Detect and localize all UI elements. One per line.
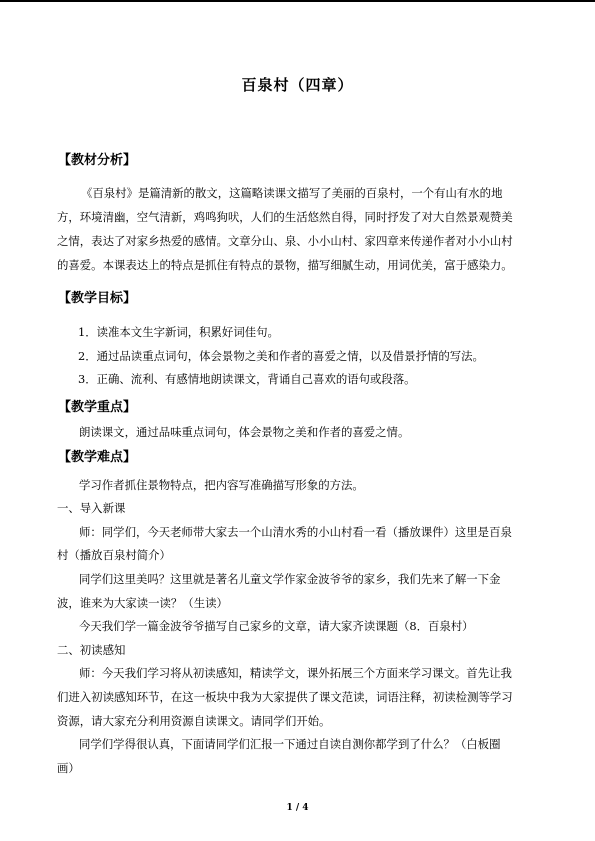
- top-rule: [0, 0, 595, 2]
- part-heading-first-reading: 二、初读感知: [57, 643, 126, 657]
- section-heading-difficulties: 【教学难点】: [58, 450, 137, 465]
- difficulties-text: 学习作者抓住景物特点，把内容写准确描写形象的方法。: [79, 478, 364, 492]
- section-heading-key-points: 【教学重点】: [58, 400, 137, 415]
- paragraph-line: 之情，表达了对家乡热爱的感情。文章分山、泉、小小山村、家四章来传递作者对小小山村: [57, 234, 513, 248]
- key-points-text: 朗读课文，通过品味重点词句，体会景物之美和作者的喜爱之情。: [79, 425, 410, 439]
- section-heading-goals: 【教学目标】: [58, 291, 137, 306]
- part-heading-intro: 一、导入新课: [57, 501, 126, 515]
- paragraph-line: 师：今天我们学习将从初读感知，精读学文，课外拓展三个方面来学习课文。首先让我: [79, 666, 512, 680]
- paragraph-line: 同学们学得很认真，下面请同学们汇报一下通过自读自测你都学到了什么？（白板圈: [79, 737, 501, 751]
- page-number: 1 / 4: [286, 803, 309, 813]
- goal-item: 2．通过品读重点词句，体会景物之美和作者的喜爱之情，以及借景抒情的写法。: [78, 349, 484, 363]
- paragraph-line: 同学们这里美吗？这里就是著名儿童文学作家金波爷爷的家乡，我们先来了解一下金: [79, 572, 501, 586]
- paragraph-line: 们进入初读感知环节，在这一板块中我为大家提供了课文范读，词语注释，初读检测等学习: [57, 690, 513, 704]
- paragraph-line: 方，环境清幽，空气清新，鸡鸣狗吠，人们的生活悠然自得，同时抒发了对大自然景观赞美: [57, 210, 513, 224]
- section-heading-analysis: 【教材分析】: [58, 153, 137, 168]
- page-title: 百泉村（四章）: [241, 76, 354, 94]
- goal-item: 1．读准本文生字新词，积累好词佳句。: [78, 325, 279, 339]
- paragraph-line: 资源，请大家充分利用资源自读课文。请同学们开始。: [57, 714, 331, 728]
- paragraph-line: 画）: [57, 761, 80, 775]
- paragraph-line: 的喜爱。本课表达上的特点是抓住有特点的景物，描写细腻生动，用词优美，富于感染力。: [57, 258, 513, 272]
- paragraph-line: 师：同学们，今天老师带大家去一个山清水秀的小山村看一看（播放课件）这里是百泉: [79, 525, 512, 539]
- goal-item: 3．正确、流利、有感情地朗读课文，背诵自己喜欢的语句或段落。: [78, 372, 416, 386]
- paragraph-line: 今天我们学一篇金波爷爷描写自己家乡的文章，请大家齐读课题（8．百泉村）: [79, 619, 474, 633]
- paragraph-line: 《百泉村》是篇清新的散文，这篇略读课文描写了美丽的百泉村，一个有山有水的地: [81, 186, 503, 200]
- paragraph-line: 村（播放百泉村简介）: [57, 548, 171, 562]
- paragraph-line: 波，谁来为大家读一读？（生读）: [57, 596, 228, 610]
